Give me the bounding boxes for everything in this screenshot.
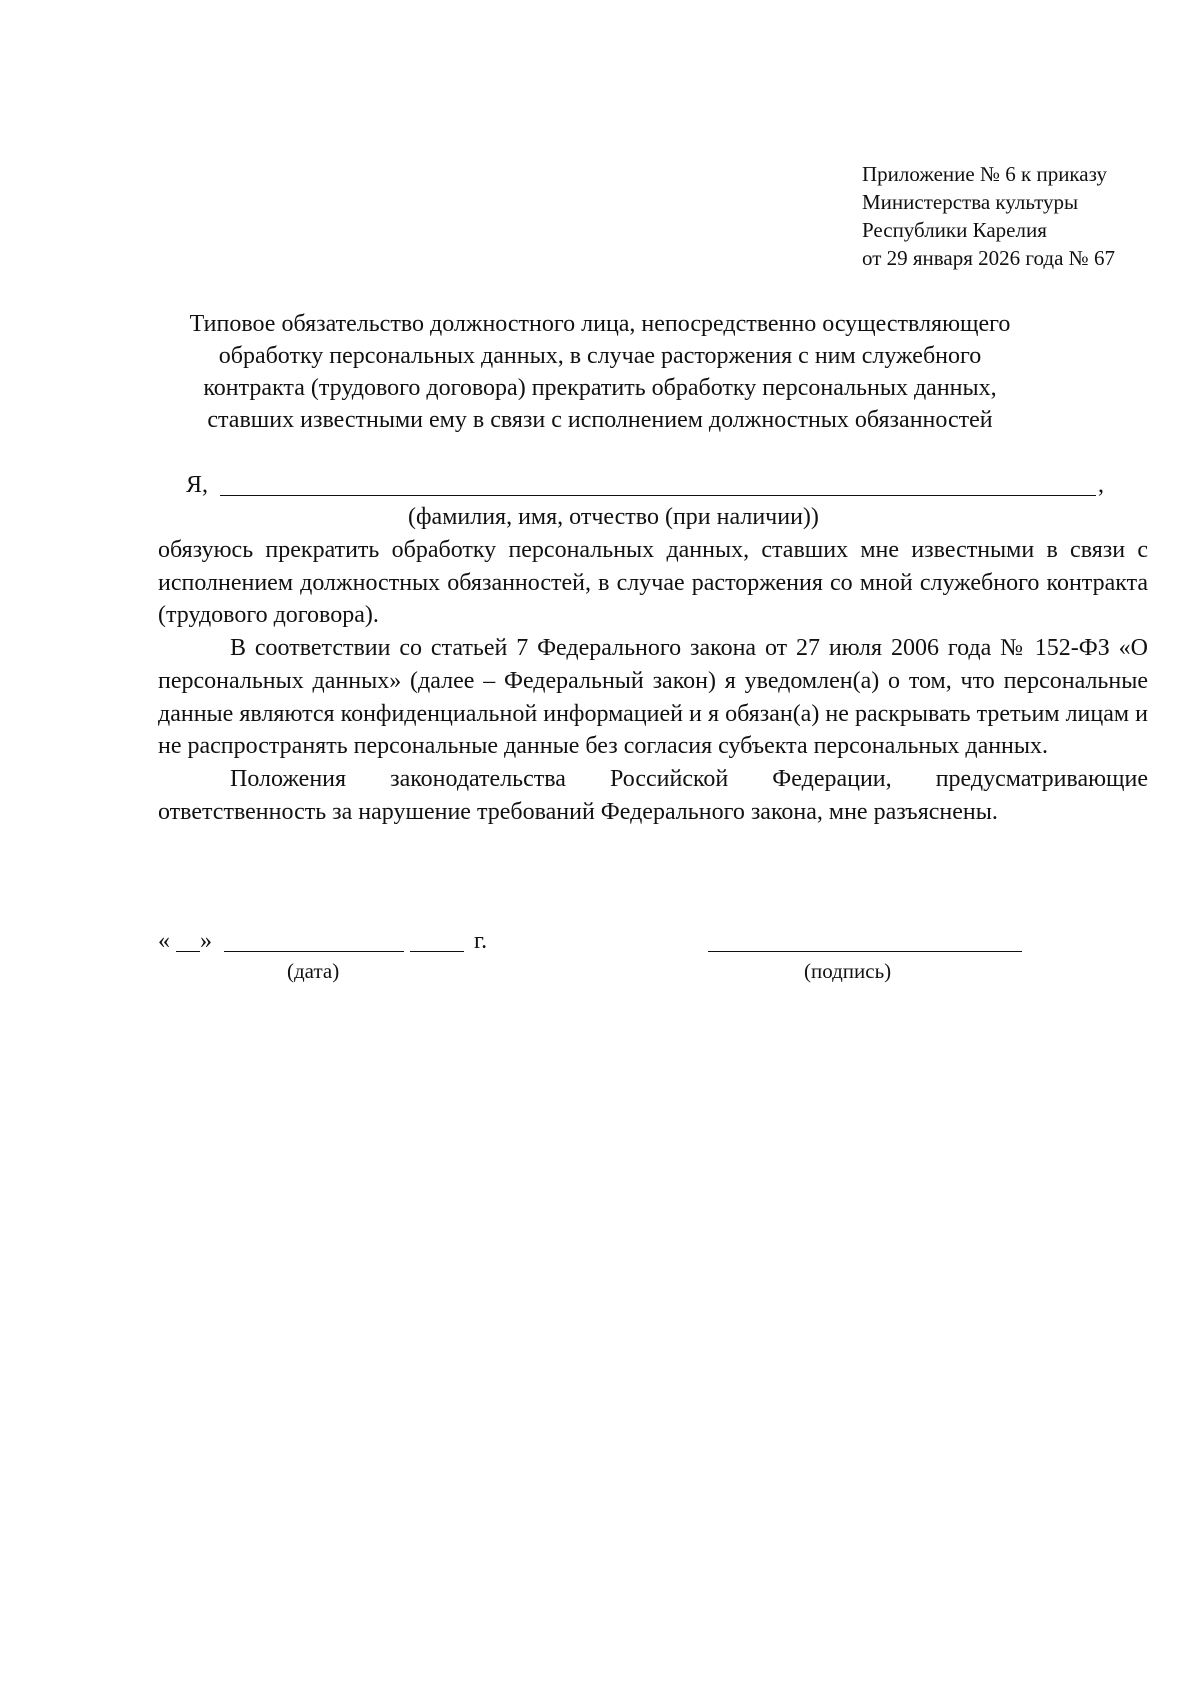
signature-blank-line[interactable] [708,951,1022,952]
title-line: контракта (трудового договора) прекратить обработку персональных данных, [203,375,997,401]
year-blank-line[interactable] [410,951,464,952]
signature-caption: (подпись) [804,959,892,983]
body-paragraph: В соответствии со статьей 7 Федерального закона от 27 июля 2006 года № 152-ФЗ «О персональных данных» (далее – Федеральный закон) я уведомлен(а) о том, что персональные данные являются конфиденциальной информацией и я обязан(а) не раскрывать третьим лицам и не распространять персональные данные без согласия субъекта персональных данных. [158,635,1148,760]
fio-row [186,469,1106,503]
appendix-line: Министерства культуры [862,190,1079,214]
body-paragraph: Положения законодательства Российской Федерации, предусматривающие ответственность за нарушение требований Федерального закона, мне разъяснены. [158,765,1148,825]
date-quote-open: « [158,928,170,954]
body-paragraph: обязуюсь прекратить обработку персональных данных, ставших мне известными в связи с исполнением должностных обязанностей, в случае расторжения со мной служебного контракта (трудового договора). [158,537,1148,629]
month-blank-line[interactable] [224,951,404,952]
appendix-line: Республики Карелия [862,218,1047,242]
document-title [150,308,1050,436]
title-line: Типовое обязательство должностного лица, непосредственно осуществляющего [189,311,1011,337]
fio-prefix: Я, [186,472,209,498]
fio-comma: , [1098,472,1104,498]
day-blank-line[interactable] [176,951,200,952]
year-suffix: г. [474,928,488,954]
fio-caption: (фамилия, имя, отчество (при наличии)) [408,504,819,530]
date-caption: (дата) [287,959,340,983]
body-text [158,534,1148,828]
appendix-line: от 29 января 2026 года № 67 [862,246,1115,270]
title-line: ставших известными ему в связи с исполнением должностных обязанностей [207,407,993,433]
title-line: обработку персональных данных, в случае расторжения с ним служебного [218,343,982,369]
appendix-header [862,160,1182,272]
fio-blank-line[interactable] [220,495,1096,496]
date-quote-close: » [200,928,212,954]
appendix-line: Приложение № 6 к приказу [862,162,1107,186]
